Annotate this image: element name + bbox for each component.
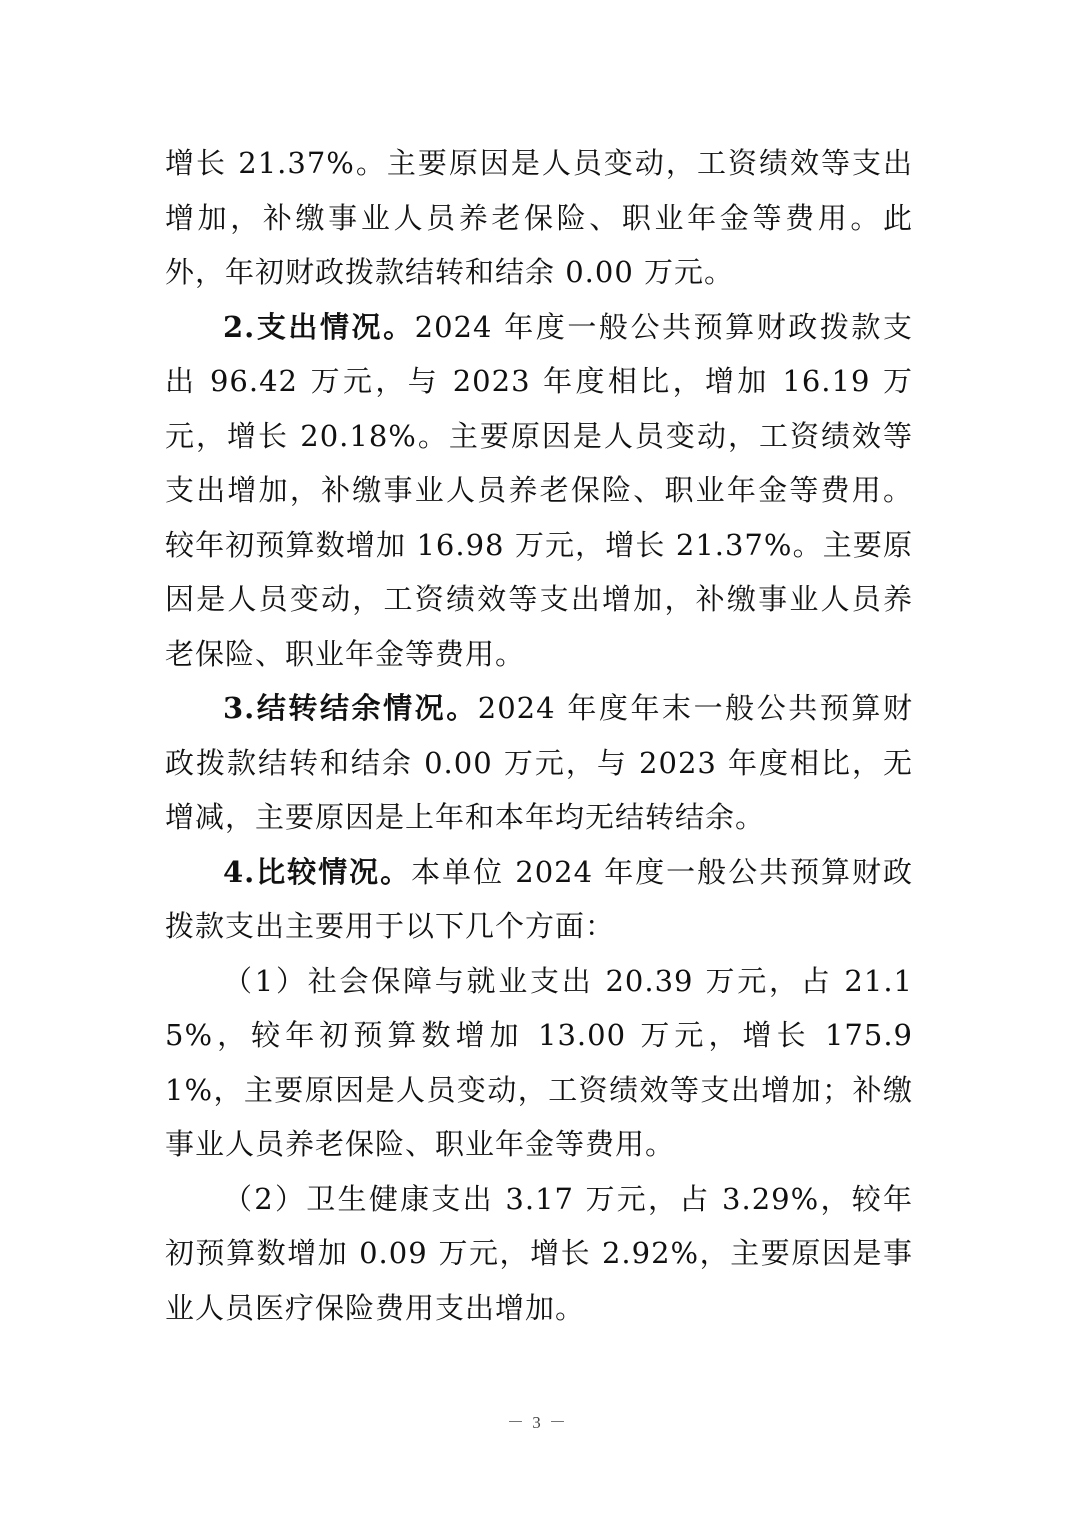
section-heading-comparison: 4.比较情况。 <box>223 854 412 889</box>
list-item-health <box>165 1172 913 1336</box>
paragraph-expenditure <box>165 300 913 682</box>
list-item-social-security <box>165 954 913 1172</box>
paragraph-text: （1）社会保障与就业支出 20.39 万元，占 21.15%，较年初预算数增加 13.00 万元，增长 175.91%，主要原因是人员变动，工资绩效等支出增加；补缴事业人员养老保险、职业年金等费用。 <box>165 963 913 1161</box>
paragraph-text: 本单位 2024 年度一般公共预算财政拨款支出主要用于以下几个方面： <box>165 854 913 943</box>
section-heading-carryover: 3.结转结余情况。 <box>223 691 478 725</box>
document-body <box>165 136 913 1335</box>
paragraph-text: （2）卫生健康支出 3.17 万元，占 3.29%，较年初预算数增加 0.09 万元，增长 2.92%，主要原因是事业人员医疗保险费用支出增加。 <box>165 1181 913 1325</box>
paragraph-text: 2024 年度一般公共预算财政拨款支出 96.42 万元，与 2023 年度相比，增加 16.19 万元，增长 20.18%。主要原因是人员变动，工资绩效等支出增加，补缴事业人员养老保险、职业年金等费用。较年初预算数增加 16.98 万元，增长 21.37%。主要原因是人员变动，工资绩效等支出增加，补缴事业人员养老保险、职业年金等费用。 <box>165 309 913 671</box>
paragraph-comparison <box>165 845 913 954</box>
paragraph-carryover <box>165 681 913 845</box>
paragraph-text: 增长 21.37%。主要原因是人员变动，工资绩效等支出增加，补缴事业人员养老保险、职业年金等费用。此外，年初财政拨款结转和结余 0.00 万元。 <box>165 146 913 289</box>
page-number: － 3 － <box>507 1413 568 1432</box>
paragraph-text: 2024 年度年末一般公共预算财政拨款结转和结余 0.00 万元，与 2023 年度相比，无增减，主要原因是上年和本年均无结转结余。 <box>165 691 913 834</box>
paragraph-income-continued <box>165 136 913 300</box>
section-heading-expenditure: 2.支出情况。 <box>223 309 415 344</box>
